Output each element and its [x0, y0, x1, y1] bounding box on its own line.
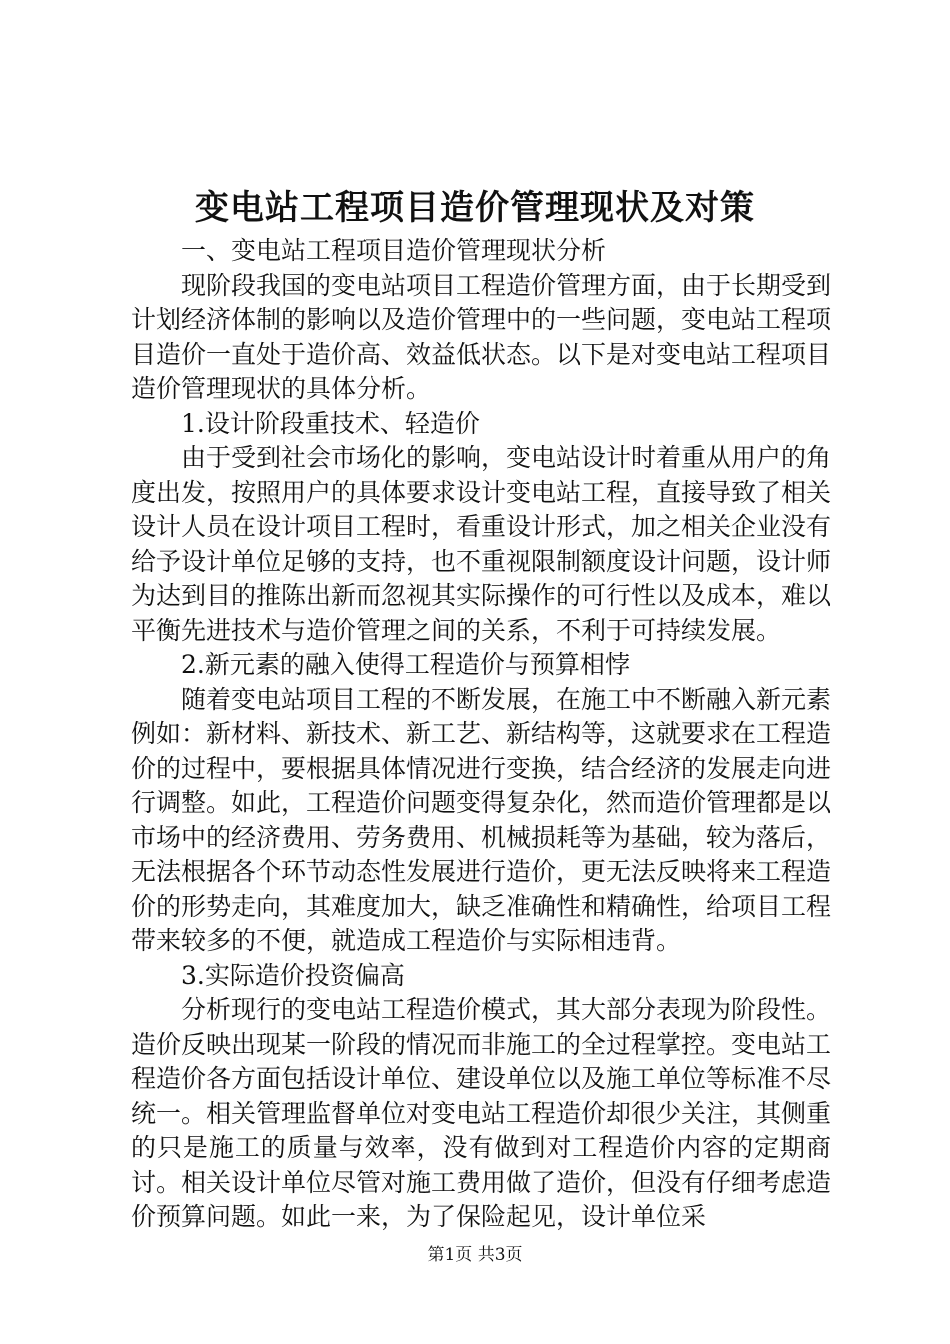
document-title: 变电站工程项目造价管理现状及对策: [195, 188, 755, 228]
subsection-heading: 3.实际造价投资偏高: [181, 960, 405, 990]
subsection-heading: 1.设计阶段重技术、轻造价: [181, 408, 480, 438]
paragraph: 现阶段我国的变电站项目工程造价管理方面，由于长期受到计划经济体制的影响以及造价管理中的一些问题，变电站工程项目造价一直处于造价高、效益低状态。以下是对变电站工程项目造价管理现状的具体分析。: [131, 270, 832, 403]
section-heading: 一、变电站工程项目造价管理现状分析: [181, 236, 607, 265]
document-body: [131, 234, 831, 1235]
paragraph: 随着变电站项目工程的不断发展，在施工中不断融入新元素例如：新材料、新技术、新工艺、新结构等，这就要求在工程造价的过程中，要根据具体情况进行变换，结合经济的发展走向进行调整。如此，工程造价问题变得复杂化，然而造价管理都是以市场中的经济费用、劳务费用、机械损耗等为基础，较为落后，无法根据各个环节动态性发展进行造价，更无法反映将来工程造价的形势走向，其难度加大，缺乏准确性和精确性，给项目工程带来较多的不便，就造成工程造价与实际相违背。: [131, 684, 832, 955]
subsection-heading: 2.新元素的融入使得工程造价与预算相悖: [181, 650, 630, 679]
paragraph: 由于受到社会市场化的影响，变电站设计时着重从用户的角度出发，按照用户的具体要求设计变电站工程，直接导致了相关设计人员在设计项目工程时，看重设计形式，加之相关企业没有给予设计单位足够的支持，也不重视限制额度设计问题，设计师为达到目的推陈出新而忽视其实际操作的可行性以及成本，难以平衡先进技术与造价管理之间的关系，不利于可持续发展。: [131, 443, 832, 645]
page-footer: 第1页 共3页: [427, 1245, 523, 1265]
paragraph: 分析现行的变电站工程造价模式，其大部分表现为阶段性。造价反映出现某一阶段的情况而非施工的全过程掌控。变电站工程造价各方面包括设计单位、建设单位以及施工单位等标准不尽统一。相关管理监督单位对变电站工程造价却很少关注，其侧重的只是施工的质量与效率，没有做到对工程造价内容的定期商讨。相关设计单位尽管对施工费用做了造价，但没有仔细考虑造价预算问题。如此一来，为了保险起见，设计单位采: [131, 995, 832, 1231]
